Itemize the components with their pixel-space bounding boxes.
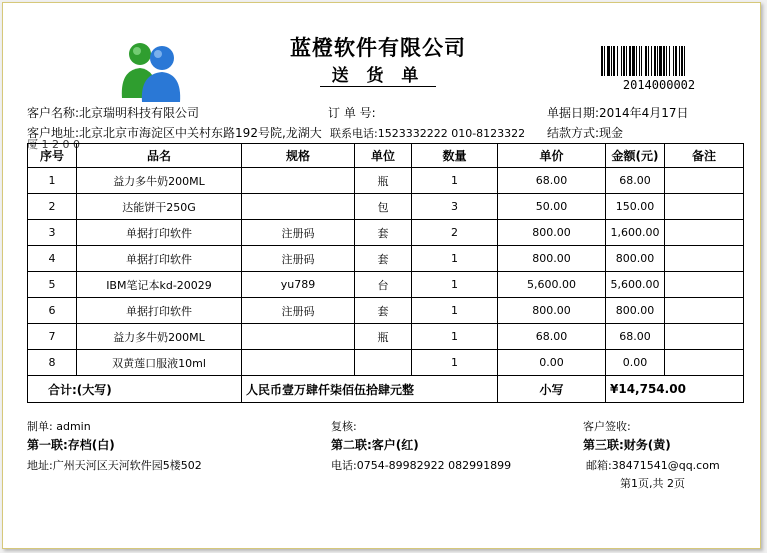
table-row bbox=[28, 324, 744, 350]
cell-note bbox=[665, 194, 744, 220]
cell-no: 4 bbox=[28, 246, 77, 272]
company-phone-row bbox=[331, 457, 511, 473]
cell-amount: 5,600.00 bbox=[606, 272, 665, 298]
cell-amount: 150.00 bbox=[606, 194, 665, 220]
cell-no: 7 bbox=[28, 324, 77, 350]
cell-spec bbox=[242, 324, 355, 350]
col-header-qty: 数量 bbox=[412, 144, 498, 168]
cell-qty: 1 bbox=[412, 246, 498, 272]
company-name: 蓝橙软件有限公司 bbox=[290, 36, 466, 60]
cell-name: 单据打印软件 bbox=[77, 220, 242, 246]
col-header-price: 单价 bbox=[498, 144, 606, 168]
col-header-spec: 规格 bbox=[242, 144, 355, 168]
customer-name-value: 北京瑞明科技有限公司 bbox=[79, 106, 200, 120]
table-header-row bbox=[28, 144, 744, 168]
table-row bbox=[28, 350, 744, 376]
maker-row bbox=[27, 418, 91, 434]
cell-name: 单据打印软件 bbox=[77, 246, 242, 272]
company-address-value: 广州天河区天河软件园5楼502 bbox=[52, 459, 202, 472]
phone-value: 1523332222 010-8123322 bbox=[377, 127, 526, 140]
table-row bbox=[28, 272, 744, 298]
address-overflow-text bbox=[27, 136, 80, 143]
items-table bbox=[27, 143, 744, 403]
company-email-label: 邮箱: bbox=[586, 459, 612, 472]
cell-no: 2 bbox=[28, 194, 77, 220]
cell-spec bbox=[242, 350, 355, 376]
total-amount-words: 人民币壹万肆仟柒佰伍拾肆元整 bbox=[242, 376, 498, 403]
doc-date-value: 2014年4月17日 bbox=[599, 106, 689, 120]
cell-no: 8 bbox=[28, 350, 77, 376]
col-header-no: 序号 bbox=[28, 144, 77, 168]
cell-unit: 套 bbox=[355, 220, 412, 246]
maker-value: admin bbox=[56, 420, 91, 433]
cell-spec: 注册码 bbox=[242, 220, 355, 246]
cell-note bbox=[665, 220, 744, 246]
cell-unit bbox=[355, 350, 412, 376]
review-row bbox=[331, 418, 357, 434]
cell-price: 800.00 bbox=[498, 298, 606, 324]
page-info: 第1页,共 2页 bbox=[620, 477, 685, 490]
barcode-number: 2014000002 bbox=[622, 78, 696, 92]
cell-qty: 3 bbox=[412, 194, 498, 220]
small-label: 小写 bbox=[498, 376, 606, 403]
company-phone-value: 0754-89982922 082991899 bbox=[356, 459, 512, 472]
customer-address-value: 北京北京市海淀区中关村东路192号院,龙湖大 bbox=[79, 126, 322, 140]
company-logo bbox=[118, 40, 184, 102]
table-row bbox=[28, 194, 744, 220]
review-label: 复核: bbox=[331, 420, 357, 433]
total-amount-figures: ¥14,754.00 bbox=[606, 376, 744, 403]
col-header-unit: 单位 bbox=[355, 144, 412, 168]
cell-amount: 68.00 bbox=[606, 324, 665, 350]
cell-unit: 台 bbox=[355, 272, 412, 298]
cell-note bbox=[665, 350, 744, 376]
table-row bbox=[28, 246, 744, 272]
cell-spec: 注册码 bbox=[242, 246, 355, 272]
total-label: 合计:(大写) bbox=[28, 376, 242, 403]
phone-row bbox=[328, 125, 525, 141]
cell-spec: 注册码 bbox=[242, 298, 355, 324]
cell-no: 5 bbox=[28, 272, 77, 298]
cell-spec: yu789 bbox=[242, 272, 355, 298]
cell-name: 益力多牛奶200ML bbox=[77, 168, 242, 194]
phone-label: 联系电话: bbox=[330, 127, 378, 140]
cell-qty: 1 bbox=[412, 350, 498, 376]
cell-amount: 0.00 bbox=[606, 350, 665, 376]
cell-name: 达能饼干250G bbox=[77, 194, 242, 220]
cell-price: 800.00 bbox=[498, 246, 606, 272]
cell-unit: 套 bbox=[355, 298, 412, 324]
col-header-amount: 金额(元) bbox=[606, 144, 665, 168]
cell-price: 68.00 bbox=[498, 324, 606, 350]
cell-price: 0.00 bbox=[498, 350, 606, 376]
cell-note bbox=[665, 324, 744, 350]
cell-qty: 1 bbox=[412, 168, 498, 194]
document-title: 送 货 单 bbox=[320, 61, 436, 87]
cell-unit: 套 bbox=[355, 246, 412, 272]
barcode-image bbox=[601, 46, 717, 76]
cell-unit: 瓶 bbox=[355, 168, 412, 194]
cell-amount: 1,600.00 bbox=[606, 220, 665, 246]
cell-spec bbox=[242, 168, 355, 194]
cell-no: 6 bbox=[28, 298, 77, 324]
copy1-label: 第一联:存档(白) bbox=[27, 438, 115, 452]
cell-note bbox=[665, 272, 744, 298]
cell-name: 益力多牛奶200ML bbox=[77, 324, 242, 350]
customer-name-row bbox=[27, 104, 199, 121]
col-header-note: 备注 bbox=[665, 144, 744, 168]
table-row bbox=[28, 168, 744, 194]
cell-no: 1 bbox=[28, 168, 77, 194]
payment-value: 现金 bbox=[599, 126, 624, 140]
cell-qty: 1 bbox=[412, 272, 498, 298]
customer-address-label: 客户地址: bbox=[27, 126, 80, 140]
order-no-row bbox=[328, 104, 376, 121]
cell-no: 3 bbox=[28, 220, 77, 246]
company-phone-label: 电话: bbox=[331, 459, 357, 472]
cell-note bbox=[665, 246, 744, 272]
cell-qty: 1 bbox=[412, 324, 498, 350]
col-header-name: 品名 bbox=[77, 144, 242, 168]
cell-name: 双黄莲口服液10ml bbox=[77, 350, 242, 376]
maker-label: 制单: bbox=[27, 420, 53, 433]
cell-note bbox=[665, 168, 744, 194]
cell-amount: 800.00 bbox=[606, 298, 665, 324]
cell-unit: 瓶 bbox=[355, 324, 412, 350]
payment-label: 结款方式: bbox=[547, 126, 600, 140]
copy2-label: 第二联:客户(红) bbox=[331, 438, 419, 452]
customer-sign-label: 客户签收: bbox=[583, 420, 631, 433]
total-row bbox=[28, 376, 744, 403]
doc-date-row bbox=[547, 104, 689, 121]
cell-name: 单据打印软件 bbox=[77, 298, 242, 324]
cell-note bbox=[665, 298, 744, 324]
doc-date-label: 单据日期: bbox=[547, 106, 600, 120]
cell-amount: 800.00 bbox=[606, 246, 665, 272]
copy3-label: 第三联:财务(黄) bbox=[583, 438, 671, 452]
cell-price: 50.00 bbox=[498, 194, 606, 220]
customer-name-label: 客户名称: bbox=[27, 106, 80, 120]
cell-unit: 包 bbox=[355, 194, 412, 220]
company-email-row bbox=[586, 457, 720, 473]
cell-name: IBM笔记本kd-20029 bbox=[77, 272, 242, 298]
company-email-value: 38471541@qq.com bbox=[611, 459, 720, 472]
company-address-row bbox=[27, 457, 202, 473]
table-row bbox=[28, 298, 744, 324]
company-address-label: 地址: bbox=[27, 459, 53, 472]
payment-row bbox=[547, 124, 623, 141]
order-no-label: 订 单 号: bbox=[328, 106, 376, 120]
cell-price: 5,600.00 bbox=[498, 272, 606, 298]
cell-qty: 1 bbox=[412, 298, 498, 324]
cell-price: 68.00 bbox=[498, 168, 606, 194]
cell-qty: 2 bbox=[412, 220, 498, 246]
cell-amount: 68.00 bbox=[606, 168, 665, 194]
cell-price: 800.00 bbox=[498, 220, 606, 246]
table-row bbox=[28, 220, 744, 246]
cell-spec bbox=[242, 194, 355, 220]
